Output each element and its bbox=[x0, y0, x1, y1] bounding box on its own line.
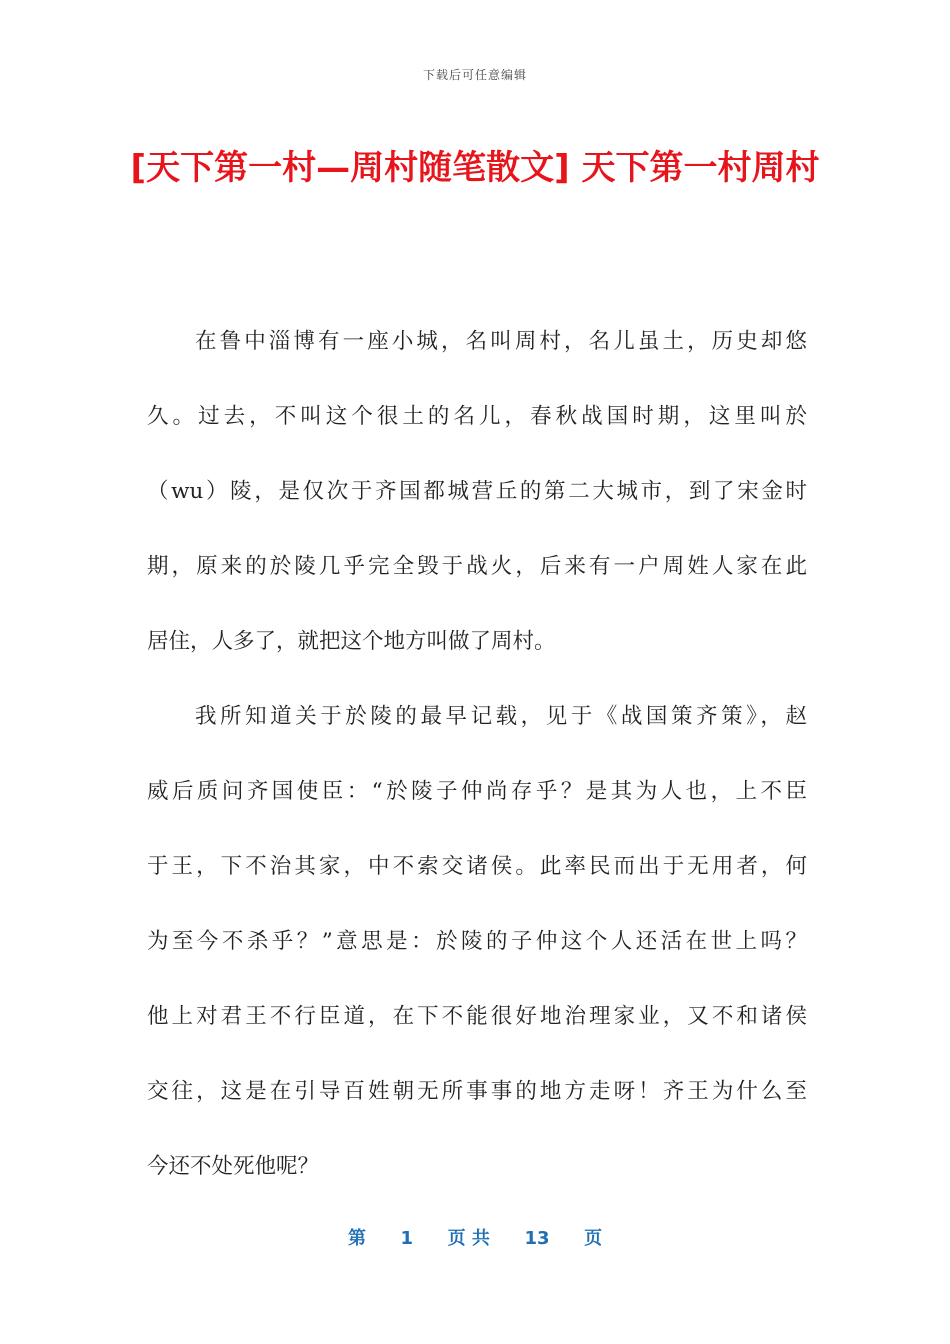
paragraph-2-line-6: 交往，这是在引导百姓朝无所事事的地方走呀！齐王为什么至 bbox=[147, 1079, 807, 1104]
footer-suffix: 页 bbox=[584, 1228, 603, 1249]
paragraph-1-line-4: 期，原来的於陵几乎完全毁于战火，后来有一户周姓人家在此 bbox=[147, 554, 807, 579]
paragraph-1-line-1: 在鲁中淄博有一座小城，名叫周村，名儿虽土，历史却悠 bbox=[195, 329, 807, 354]
paragraph-2-line-7: 今还不处死他呢？ bbox=[147, 1154, 320, 1179]
paragraph-2-line-3: 于王，下不治其家，中不索交诸侯。此率民而出于无用者，何 bbox=[147, 854, 807, 879]
footer-total-pages: 13 bbox=[524, 1228, 550, 1249]
paragraph-2-line-5: 他上对君王不行臣道，在下不能很好地治理家业，又不和诸侯 bbox=[147, 1004, 807, 1029]
paragraph-2-line-1: 我所知道关于於陵的最早记载，见于《战国策齐策》，赵 bbox=[195, 704, 807, 729]
footer-middle: 页 共 bbox=[447, 1228, 490, 1249]
footer-page-number: 1 bbox=[400, 1228, 414, 1249]
paragraph-1-line-3: （wu）陵，是仅次于齐国都城营丘的第二大城市，到了宋金时 bbox=[147, 479, 807, 504]
document-title: [天下第一村—周村随笔散文] 天下第一村周村 bbox=[130, 148, 820, 188]
page-header: 下载后可任意编辑 bbox=[422, 68, 527, 82]
paragraph-1-line-2: 久。过去，不叫这个很土的名儿，春秋战国时期，这里叫於 bbox=[147, 404, 807, 429]
paragraph-2-line-4: 为至今不杀乎？”意思是：於陵的子仲这个人还活在世上吗？ bbox=[147, 929, 807, 954]
paragraph-1-line-5: 居住，人多了，就把这个地方叫做了周村。 bbox=[147, 629, 556, 654]
footer-prefix: 第 bbox=[347, 1228, 366, 1249]
paragraph-2-line-2: 威后质问齐国使臣：“於陵子仲尚存乎？是其为人也，上不臣 bbox=[147, 779, 807, 804]
page-footer bbox=[0, 1224, 950, 1250]
